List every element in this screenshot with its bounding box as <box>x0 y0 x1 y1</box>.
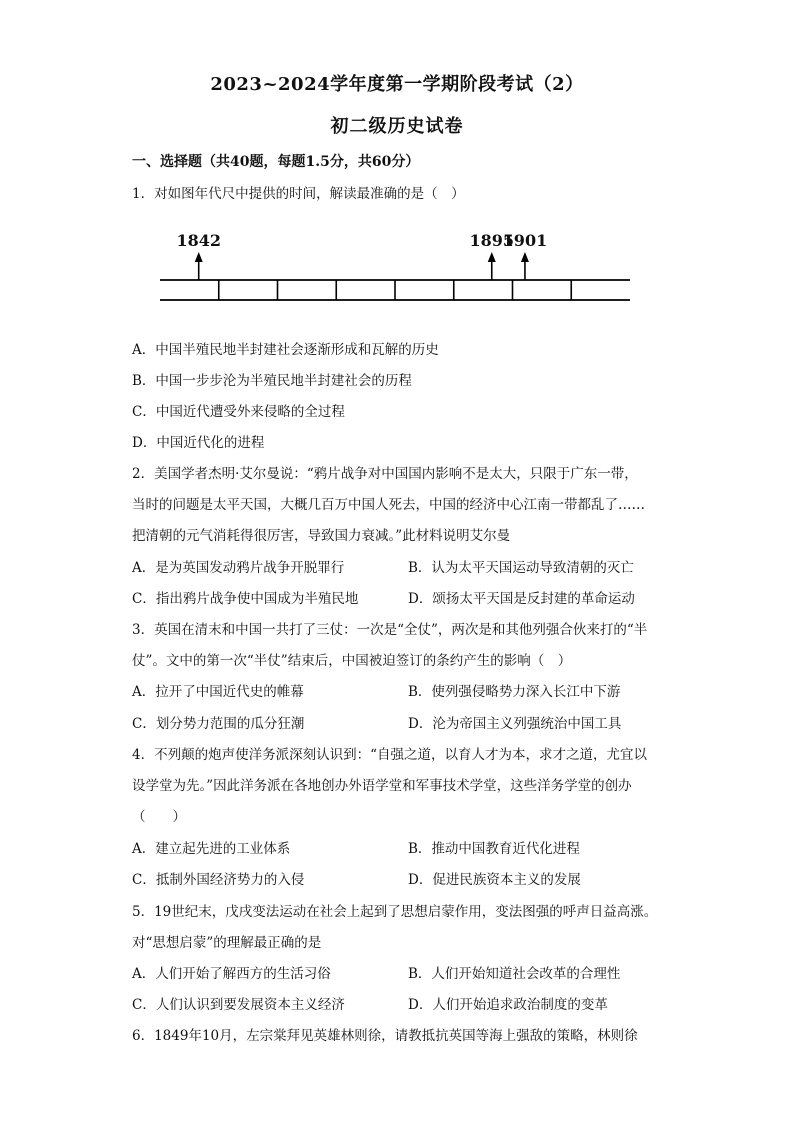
q5-option-d: D．人们开始追求政治制度的变革 <box>408 997 608 1013</box>
timeline-marker-label: 1895 <box>469 231 515 250</box>
timeline-marker-label: 1842 <box>176 231 221 250</box>
q3-stem-line-1: 3．英国在清末和中国一共打了三仗：一次是“全仗”，两次是和其他列强合伙来打的“半 <box>132 622 648 638</box>
q5-stem-line-2: 对“思想启蒙”的理解最正确的是 <box>132 935 322 951</box>
q4-option-c: C．抵制外国经济势力的入侵 <box>132 872 305 888</box>
q4-option-d: D．促进民族资本主义的发展 <box>408 872 581 888</box>
q3-option-d: D．沦为帝国主义列强统治中国工具 <box>408 716 622 732</box>
q1-stem: 1．对如图年代尺中提供的时间，解读最准确的是（ ） <box>132 186 465 202</box>
q4-stem-line-1: 4．不列颠的炮声使洋务派深刻认识到：“自强之道，以育人才为本，求才之道，尤宜以 <box>132 747 647 763</box>
q2-option-b: B．认为太平天国运动导致清朝的灭亡 <box>408 560 634 576</box>
q1-option-c: C．中国近代遭受外来侵略的全过程 <box>132 404 345 420</box>
q1-option-b: B．中国一步步沦为半殖民地半封建社会的历程 <box>132 373 412 389</box>
q2-stem-line-2: 当时的问题是太平天国，大概几百万中国人死去，中国的经济中心江南一带都乱了…… <box>132 497 645 513</box>
q4-option-b: B．推动中国教育近代化进程 <box>408 841 580 857</box>
q2-stem-line-3: 把清朝的元气消耗得很厉害，导致国力衰减。”此材料说明艾尔曼 <box>132 528 511 544</box>
q5-option-b: B．人们开始知道社会改革的合理性 <box>408 966 621 982</box>
q2-option-c: C．指出鸦片战争使中国成为半殖民地 <box>132 591 359 607</box>
exam-subtitle: 初二级历史试卷 <box>330 116 464 137</box>
section-heading: 一、选择题（共40题，每题1.5分，共60分） <box>132 154 420 170</box>
timeline-marker-arrow <box>488 252 496 262</box>
q5-option-a: A．人们开始了解西方的生活习俗 <box>132 966 331 982</box>
exam-title: 2023~2024学年度第一学期阶段考试（2） <box>210 74 584 95</box>
timeline-figure <box>140 212 680 324</box>
q3-option-c: C．划分势力范围的瓜分狂潮 <box>132 716 305 732</box>
q3-option-b: B．使列强侵略势力深入长江中下游 <box>408 684 621 700</box>
q3-option-a: A．拉开了中国近代史的帷幕 <box>132 684 304 700</box>
q2-option-a: A．是为英国发动鸦片战争开脱罪行 <box>132 560 345 576</box>
timeline-marker-label: 1901 <box>502 231 548 250</box>
q2-stem-line-1: 2．美国学者杰明·艾尔曼说：“鸦片战争对中国国内影响不是太大，只限于广东一带， <box>132 466 638 482</box>
q5-stem-line-1: 5．19世纪末，戊戌变法运动在社会上起到了思想启蒙作用，变法图强的呼声日益高涨。 <box>132 904 658 920</box>
q2-option-d: D．颂扬太平天国是反封建的革命运动 <box>408 591 635 607</box>
timeline-marker-arrow <box>521 252 529 262</box>
q4-stem-line-3: （ ） <box>132 809 186 825</box>
timeline-marker-arrow <box>195 252 203 262</box>
q1-option-d: D．中国近代化的进程 <box>132 435 265 451</box>
q4-option-a: A．建立起先进的工业体系 <box>132 841 291 857</box>
q5-option-c: C．人们认识到要发展资本主义经济 <box>132 997 345 1013</box>
q4-stem-line-2: 设学堂为先。”因此洋务派在各地创办外语学堂和军事技术学堂，这些洋务学堂的创办 <box>132 778 632 794</box>
q6-stem-line-1: 6．1849年10月，左宗棠拜见英雄林则徐，请教抵抗英国等海上强敌的策略，林则徐 <box>132 1028 638 1044</box>
q3-stem-line-2: 仗”。文中的第一次“半仗”结束后，中国被迫签订的条约产生的影响（ ） <box>132 653 572 669</box>
q1-option-a: A．中国半殖民地半封建社会逐渐形成和瓦解的历史 <box>132 342 439 358</box>
